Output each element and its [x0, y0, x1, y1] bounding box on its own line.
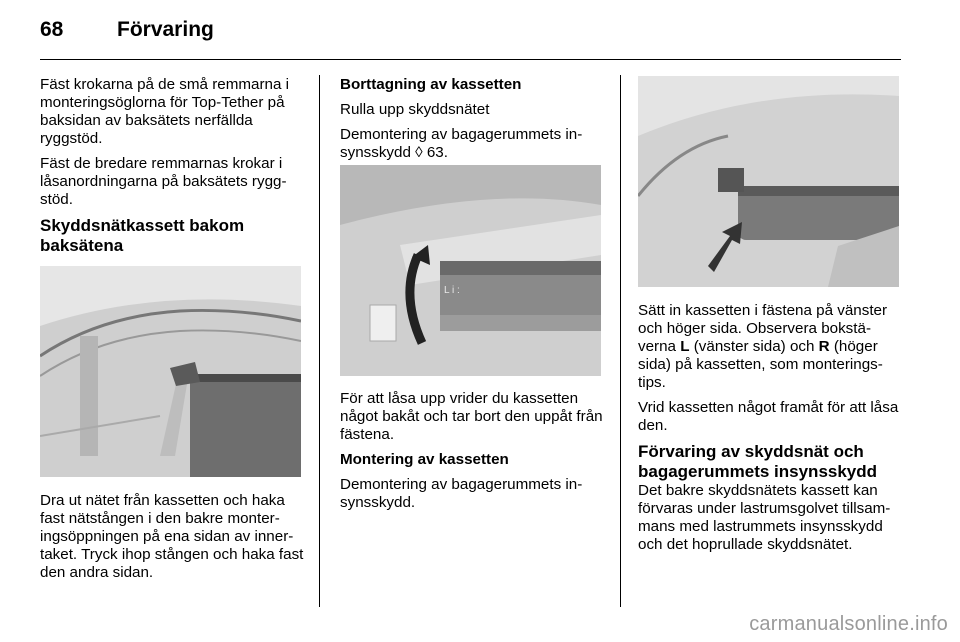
- column-1-lower: [40, 492, 306, 589]
- figure-cassette-installation: [638, 76, 899, 287]
- watermark: carmanualsonline.info: [749, 613, 948, 635]
- figure-label: L i :: [444, 285, 460, 296]
- paragraph: Demontering av bagagerummets in-synsskydd.: [340, 476, 583, 511]
- figure-illustration: [340, 165, 601, 376]
- figure-illustration: [40, 266, 301, 477]
- subheading: Borttagning av kassetten: [340, 76, 522, 93]
- paragraph: För att låsa upp vrider du kassetten något bakåt och tar bort den uppåt från fästena.: [340, 390, 603, 443]
- paragraph: Rulla upp skyddsnätet: [340, 101, 490, 118]
- figure-illustration: [638, 76, 899, 287]
- column-1: [40, 76, 306, 263]
- column-3: [638, 302, 906, 561]
- column-2: [340, 76, 606, 169]
- figure-cassette-removal: [340, 165, 601, 376]
- header-divider: [40, 59, 901, 60]
- column-divider-2: [620, 75, 621, 607]
- page-number: 68: [40, 18, 64, 41]
- paragraph: Demontering av bagagerummets in-synsskydd ◊ 63.: [340, 126, 583, 161]
- section-heading: Skyddsnätkassett bakom baksätena: [40, 216, 245, 255]
- column-2-lower: [340, 390, 606, 519]
- figure-net-bar-attachment: [40, 266, 301, 477]
- paragraph: Det bakre skyddsnätets kassett kan förvaras under lastrumsgolvet tillsam-mans med lastrummets insynsskydd och det hoprullade skyddsnätet.: [638, 482, 891, 553]
- page-header: [0, 0, 960, 60]
- section-heading: Förvaring av skyddsnät och bagagerummets insynsskydd: [638, 442, 878, 481]
- subheading: Montering av kassetten: [340, 451, 509, 468]
- paragraph: Fäst krokarna på de små remmarna i monteringsöglorna för Top-Tether på baksidan av baksätets nerfällda ryggstöd.: [40, 76, 289, 147]
- page-title: Förvaring: [117, 18, 214, 41]
- column-divider-1: [319, 75, 320, 607]
- paragraph: Vrid kassetten något framåt för att låsa den.: [638, 399, 899, 434]
- paragraph: Fäst de bredare remmarnas krokar i låsanordningarna på baksätets rygg-stöd.: [40, 155, 287, 208]
- paragraph: Dra ut nätet från kassetten och haka fast nätstången i den bakre monter-ingsöppningen på ena sidan av inner-taket. Tryck ihop stången och haka fast den andra sidan.: [40, 492, 304, 581]
- paragraph: Sätt in kassetten i fästena på vänster och höger sida. Observera bokstä-verna L (vänster sida) och R (höger sida) på kassetten, som monterings-tips.: [638, 302, 888, 391]
